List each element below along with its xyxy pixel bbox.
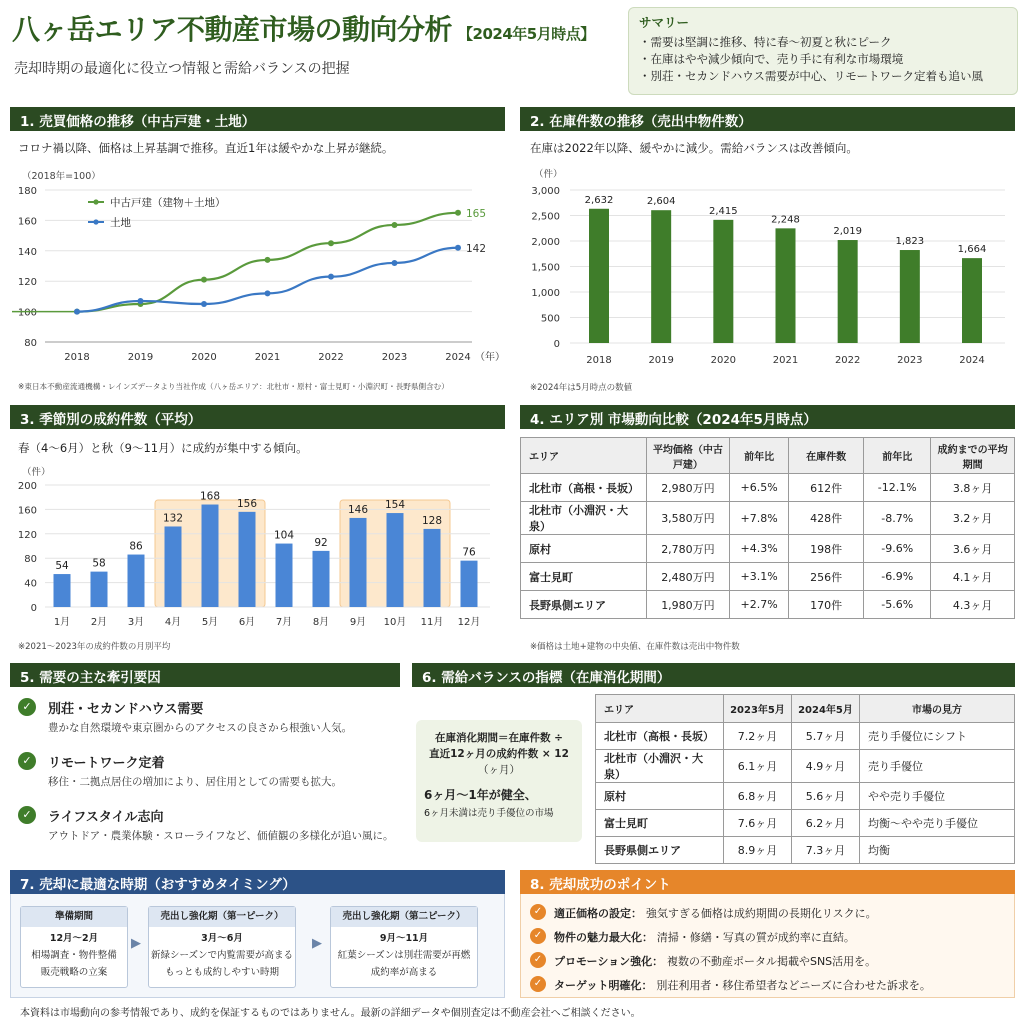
cell-area: 富士見町	[596, 810, 724, 837]
driver-desc: 豊かな自然環境や東京圏からのアクセスの良さから根強い人気。	[48, 722, 353, 734]
col-header: 2023年5月	[724, 695, 792, 723]
timing-line: 新緑シーズンで内覧需要が高まる	[150, 950, 294, 961]
summary-box	[628, 7, 1018, 95]
cell-area: 北杜市（高根・長坂）	[521, 474, 647, 502]
page-title: 八ヶ岳エリア不動産市場の動向分析 【2024年5月時点】	[12, 13, 595, 46]
point-title: 適正価格の設定：	[554, 907, 642, 920]
y-tick-label: 140	[17, 246, 37, 258]
end-value-label: 142	[466, 242, 487, 255]
x-tick-label: 4月	[164, 617, 182, 628]
table-row	[596, 810, 1015, 837]
x-tick-label: 2月	[90, 617, 108, 628]
table-row	[521, 535, 1015, 563]
cell-price: 1,980万円	[646, 591, 730, 619]
point-title: 物件の魅力最大化：	[554, 931, 653, 944]
y-tick-label: 160	[17, 216, 37, 228]
cell-2024: 7.3ヶ月	[792, 837, 860, 864]
cell-2023: 6.8ヶ月	[724, 783, 792, 810]
formula-line: （ヶ月）	[478, 764, 520, 776]
inventory-bar-chart	[515, 180, 1020, 375]
y-tick-label: 1,500	[531, 262, 560, 274]
y-tick-label: 1,000	[531, 288, 560, 299]
bar-value-label: 146	[347, 503, 369, 516]
cell-period: 3.2ヶ月	[931, 502, 1015, 535]
check-icon: ✓	[18, 698, 36, 716]
cell-inventory: 256件	[788, 563, 863, 591]
col-header: 2024年5月	[792, 695, 860, 723]
formula-line: 直近12ヶ月の成約件数 × 12	[429, 748, 569, 760]
bar	[313, 551, 330, 607]
y-tick-label: 500	[540, 313, 560, 325]
cell-price: 2,480万円	[646, 563, 730, 591]
point-desc: 別荘利用者・移住希望者などニーズに合わせた訴求を。	[656, 979, 931, 992]
x-tick-label: 1月	[53, 617, 71, 628]
cell-view: 均衡	[860, 837, 1015, 864]
data-point	[201, 301, 207, 307]
y-tick-label: 40	[24, 578, 37, 590]
table-row	[521, 591, 1015, 619]
data-point	[328, 240, 334, 246]
y-tick-label: 160	[17, 505, 37, 517]
x-tick-label: 2020	[710, 355, 737, 366]
section3-lead: 春（4〜6月）と秋（9〜11月）に成約が集中する傾向。	[18, 441, 308, 455]
bar-value-label: 132	[162, 512, 184, 525]
cell-2023: 6.1ヶ月	[724, 750, 792, 783]
point-title: プロモーション強化：	[554, 955, 664, 968]
data-point	[74, 309, 80, 315]
x-tick-label: 2023	[381, 352, 408, 363]
end-value-label: 165	[466, 207, 487, 220]
section4-heading: 4. エリア別 市場動向比較（2024年5月時点）	[520, 405, 1015, 429]
bar	[838, 240, 858, 343]
point-desc: 強気すぎる価格は成約期間の長期化リスクに。	[645, 907, 877, 920]
area-market-table	[520, 437, 1015, 619]
driver-desc: 移住・二拠点居住の増加により、居住用としての需要も拡大。	[48, 776, 342, 788]
x-tick-label: 3月	[127, 617, 145, 628]
data-point	[455, 245, 461, 251]
bar	[276, 544, 293, 607]
cell-inventory-yoy: -5.6%	[864, 591, 931, 619]
seasonal-bar-chart	[0, 475, 510, 635]
section8-heading: 8. 売却成功のポイント	[520, 870, 1015, 894]
x-tick-label: 2020	[191, 352, 217, 363]
summary-title: サマリー	[639, 15, 690, 30]
bar-value-label: 168	[199, 490, 221, 503]
timing-card-title: 準備期間	[21, 907, 127, 927]
cell-price-yoy: +6.5%	[730, 474, 789, 502]
cell-2024: 6.2ヶ月	[792, 810, 860, 837]
bar-value-label: 2,632	[584, 194, 614, 206]
cell-inventory: 170件	[788, 591, 863, 619]
data-point	[201, 277, 207, 283]
legend-label: 土地	[110, 217, 131, 229]
y-tick-label: 80	[24, 338, 37, 349]
table-row	[521, 502, 1015, 535]
timing-card	[148, 906, 296, 988]
cell-2023: 7.2ヶ月	[724, 723, 792, 750]
x-tick-label: 2024	[445, 352, 471, 363]
table-row	[596, 723, 1015, 750]
bar	[461, 561, 478, 607]
section3-heading: 3. 季節別の成約件数（平均）	[10, 405, 505, 429]
timing-period: 9月〜11月	[379, 933, 429, 944]
bar	[776, 228, 796, 343]
healthy-range: 6ヶ月〜1年が健全、	[424, 788, 537, 802]
timing-card	[20, 906, 128, 988]
data-point	[455, 210, 461, 216]
footer-disclaimer: 本資料は市場動向の参考情報であり、成約を保証するものではありません。最新の詳細データや個別査定は不動産会社へご相談ください。	[20, 1008, 641, 1019]
point-desc: 複数の不動産ポータル掲載やSNS活用を。	[666, 955, 877, 968]
summary-item: ・ 別荘・セカンドハウス需要が中心、リモートワーク定着も追い風	[639, 68, 1007, 85]
cell-view: 売り手優位	[860, 750, 1015, 783]
col-header: エリア	[596, 695, 724, 723]
table-row	[596, 837, 1015, 864]
y-tick-label: 0	[553, 339, 560, 350]
legend-label: 中古戸建（建物＋土地）	[110, 197, 226, 209]
check-icon: ✓	[530, 952, 546, 968]
y-tick-label: 2,000	[531, 237, 560, 248]
timing-period: 12月〜2月	[49, 933, 99, 944]
cell-2024: 5.6ヶ月	[792, 783, 860, 810]
section1-heading: 1. 売買価格の推移（中古戸建・土地）	[10, 107, 505, 131]
timing-period: 3月〜6月	[201, 933, 243, 944]
bar-value-label: 2,604	[646, 196, 676, 208]
section3-unit: （件）	[22, 467, 51, 478]
driver-title: リモートワーク定着	[48, 756, 165, 771]
bar	[202, 505, 219, 607]
col-header: 前年比	[864, 438, 931, 474]
summary-item: ・ 在庫はやや減少傾向で、売り手に有利な市場環境	[639, 51, 1007, 68]
x-tick-label: 2022	[834, 355, 861, 366]
point-title: ターゲット明確化：	[554, 979, 653, 992]
x-tick-label: 12月	[457, 617, 481, 628]
data-point	[392, 222, 398, 228]
x-tick-label: 9月	[349, 617, 367, 628]
x-tick-label: 2019	[648, 355, 674, 366]
bar	[128, 555, 145, 607]
x-tick-label: 2018	[586, 355, 612, 366]
bar-value-label: 104	[273, 529, 295, 542]
cell-price-yoy: +3.1%	[730, 563, 789, 591]
table-row	[596, 750, 1015, 783]
cell-2024: 4.9ヶ月	[792, 750, 860, 783]
x-tick-label: 2019	[127, 352, 154, 363]
cell-area: 北杜市（小淵沢・大泉）	[521, 502, 647, 535]
cell-price: 2,780万円	[646, 535, 730, 563]
check-icon: ✓	[18, 752, 36, 770]
x-tick-label: 2021	[254, 352, 281, 363]
cell-2023: 8.9ヶ月	[724, 837, 792, 864]
y-tick-label: 80	[24, 554, 37, 566]
bar-value-label: 92	[314, 536, 328, 549]
bar-value-label: 1,823	[895, 236, 925, 248]
x-tick-label: 11月	[420, 617, 444, 628]
timing-card-title: 売出し強化期（第一ピーク）	[149, 907, 295, 927]
y-tick-label: 120	[17, 529, 37, 541]
cell-view: やや売り手優位	[860, 783, 1015, 810]
data-point	[265, 257, 271, 263]
bar	[651, 210, 671, 343]
section6-heading: 6. 需給バランスの指標（在庫消化期間）	[412, 663, 1015, 687]
bar-value-label: 2,248	[771, 214, 800, 226]
x-tick-label: 10月	[383, 617, 407, 628]
timing-line: もっとも成約しやすい時期	[164, 967, 279, 978]
table-row	[521, 563, 1015, 591]
section1-lead: コロナ禍以降、価格は上昇基調で推移。直近1年は緩やかな上昇が継続。	[18, 141, 394, 155]
bar-value-label: 2,415	[709, 205, 738, 217]
data-point	[328, 274, 334, 280]
cell-period: 3.8ヶ月	[931, 474, 1015, 502]
y-tick-label: 0	[30, 603, 37, 614]
cell-area: 原村	[596, 783, 724, 810]
table-row	[596, 783, 1015, 810]
cell-area: 北杜市（高根・長坂）	[596, 723, 724, 750]
check-icon: ✓	[530, 928, 546, 944]
y-tick-label: 2,500	[531, 211, 560, 223]
cell-inventory: 198件	[788, 535, 863, 563]
healthy-range-sub: 6ヶ月未満は売り手優位の市場	[424, 808, 554, 819]
bar	[900, 250, 920, 343]
cell-inventory-yoy: -12.1%	[864, 474, 931, 502]
cell-inventory-yoy: -9.6%	[864, 535, 931, 563]
bar	[713, 220, 733, 343]
timing-line: 成約率が高まる	[370, 967, 438, 978]
bar-value-label: 76	[462, 546, 476, 559]
timing-line: 相場調査・物件整備	[31, 950, 117, 961]
section2-heading: 2. 在庫件数の推移（売出中物件数）	[520, 107, 1015, 131]
x-tick-label: 2024	[959, 355, 985, 366]
section1-note: ※東日本不動産流通機構・レインズデータより当社作成（八ヶ岳エリア：北杜市・原村・富士見町・小淵沢町・長野県側含む）	[18, 382, 449, 391]
section2-note: ※2024年は5月時点の数値	[530, 383, 633, 393]
legend-marker	[93, 219, 98, 224]
x-tick-label: 6月	[238, 617, 256, 628]
cell-price: 2,980万円	[646, 474, 730, 502]
x-tick-label: 2021	[772, 355, 799, 366]
section5-heading: 5. 需要の主な牽引要因	[10, 663, 400, 687]
legend-marker	[93, 199, 98, 204]
absorption-table	[595, 694, 1015, 864]
x-axis-unit: （年）	[475, 352, 505, 363]
data-point	[392, 260, 398, 266]
col-header: 市場の見方	[860, 695, 1015, 723]
cell-area: 長野県側エリア	[596, 837, 724, 864]
cell-view: 均衡〜やや売り手優位	[860, 810, 1015, 837]
cell-area: 長野県側エリア	[521, 591, 647, 619]
cell-area: 富士見町	[521, 563, 647, 591]
section3-note: ※2021〜2023年の成約件数の月別平均	[18, 642, 171, 652]
bar-value-label: 58	[92, 557, 106, 570]
data-point	[138, 298, 144, 304]
bar-value-label: 154	[384, 499, 406, 512]
cell-area: 北杜市（小淵沢・大泉）	[596, 750, 724, 783]
col-header: エリア	[521, 438, 647, 474]
col-header: 前年比	[730, 438, 789, 474]
x-tick-label: 8月	[312, 617, 330, 628]
section2-lead: 在庫は2022年以降、緩やかに減少。需給バランスは改善傾向。	[530, 141, 858, 155]
y-tick-label: 180	[17, 186, 37, 197]
cell-period: 3.6ヶ月	[931, 535, 1015, 563]
y-tick-label: 120	[17, 277, 37, 289]
bar	[962, 258, 982, 343]
data-point	[265, 290, 271, 296]
x-tick-label: 2023	[897, 355, 923, 366]
cell-inventory-yoy: -8.7%	[864, 502, 931, 535]
bar-value-label: 54	[55, 560, 69, 573]
y-tick-label: 100	[17, 307, 37, 319]
y-tick-label: 200	[17, 481, 37, 492]
x-tick-label: 5月	[201, 617, 219, 628]
y-tick-label: 3,000	[531, 186, 560, 197]
driver-title: ライフスタイル志向	[48, 810, 164, 825]
bar-value-label: 86	[129, 540, 143, 553]
cell-view: 売り手優位にシフト	[860, 723, 1015, 750]
driver-title: 別荘・セカンドハウス需要	[48, 702, 204, 717]
check-icon: ✓	[18, 806, 36, 824]
bar	[387, 513, 404, 607]
timing-line: 紅葉シーズンは別荘需要が再燃	[337, 950, 471, 961]
section1-unit: （2018年=100）	[22, 171, 101, 182]
cell-price-yoy: +7.8%	[730, 502, 789, 535]
cell-period: 4.1ヶ月	[931, 563, 1015, 591]
x-tick-label: 7月	[275, 617, 293, 628]
cell-inventory: 428件	[788, 502, 863, 535]
col-header: 成約までの平均期間	[931, 438, 1015, 474]
bar	[54, 574, 71, 607]
bar-value-label: 2,019	[833, 226, 862, 238]
section4-note: ※価格は土地+建物の中央値、在庫件数は売出中物件数	[530, 642, 740, 652]
timing-card-title: 売出し強化期（第二ピーク）	[331, 907, 477, 927]
cell-inventory: 612件	[788, 474, 863, 502]
bar	[350, 518, 367, 607]
cell-price-yoy: +4.3%	[730, 535, 789, 563]
bar	[165, 526, 182, 607]
table-row	[521, 474, 1015, 502]
bar-value-label: 1,664	[957, 244, 987, 256]
page-subtitle: 売却時期の最適化に役立つ情報と需給バランスの把握	[14, 61, 350, 77]
formula-line: 在庫消化期間＝在庫件数 ÷	[435, 732, 563, 744]
price-line-chart	[0, 180, 510, 380]
check-icon: ✓	[530, 904, 546, 920]
x-tick-label: 2022	[318, 352, 344, 363]
check-icon: ✓	[530, 976, 546, 992]
col-header: 平均価格（中古戸建）	[646, 438, 730, 474]
bar	[424, 529, 441, 607]
cell-period: 4.3ヶ月	[931, 591, 1015, 619]
bar	[91, 572, 108, 607]
bar-value-label: 156	[236, 497, 258, 510]
bar	[589, 209, 609, 343]
timing-card	[330, 906, 478, 988]
section7-heading: 7. 売却に最適な時期（おすすめタイミング）	[10, 870, 505, 894]
section2-unit: （件）	[534, 169, 563, 180]
cell-price: 3,580万円	[646, 502, 730, 535]
bar-value-label: 128	[421, 514, 443, 527]
cell-2024: 5.7ヶ月	[792, 723, 860, 750]
cell-inventory-yoy: -6.9%	[864, 563, 931, 591]
formula-box	[416, 720, 582, 842]
date-tag: 【2024年5月時点】	[458, 25, 595, 43]
timing-line: 販売戦略の立案	[40, 967, 108, 978]
cell-area: 原村	[521, 535, 647, 563]
col-header: 在庫件数	[788, 438, 863, 474]
x-tick-label: 2018	[64, 352, 90, 363]
summary-item: ・ 需要は堅調に推移、特に春〜初夏と秋にピーク	[639, 34, 1007, 51]
cell-2023: 7.6ヶ月	[724, 810, 792, 837]
bar	[239, 512, 256, 607]
arrow-right-icon: ▶	[131, 936, 141, 951]
arrow-right-icon: ▶	[312, 936, 322, 951]
driver-desc: アウトドア・農業体験・スローライフなど、価値観の多様化が追い風に。	[48, 830, 394, 842]
point-desc: 清掃・修繕・写真の質が成約率に直結。	[656, 931, 855, 944]
cell-price-yoy: +2.7%	[730, 591, 789, 619]
